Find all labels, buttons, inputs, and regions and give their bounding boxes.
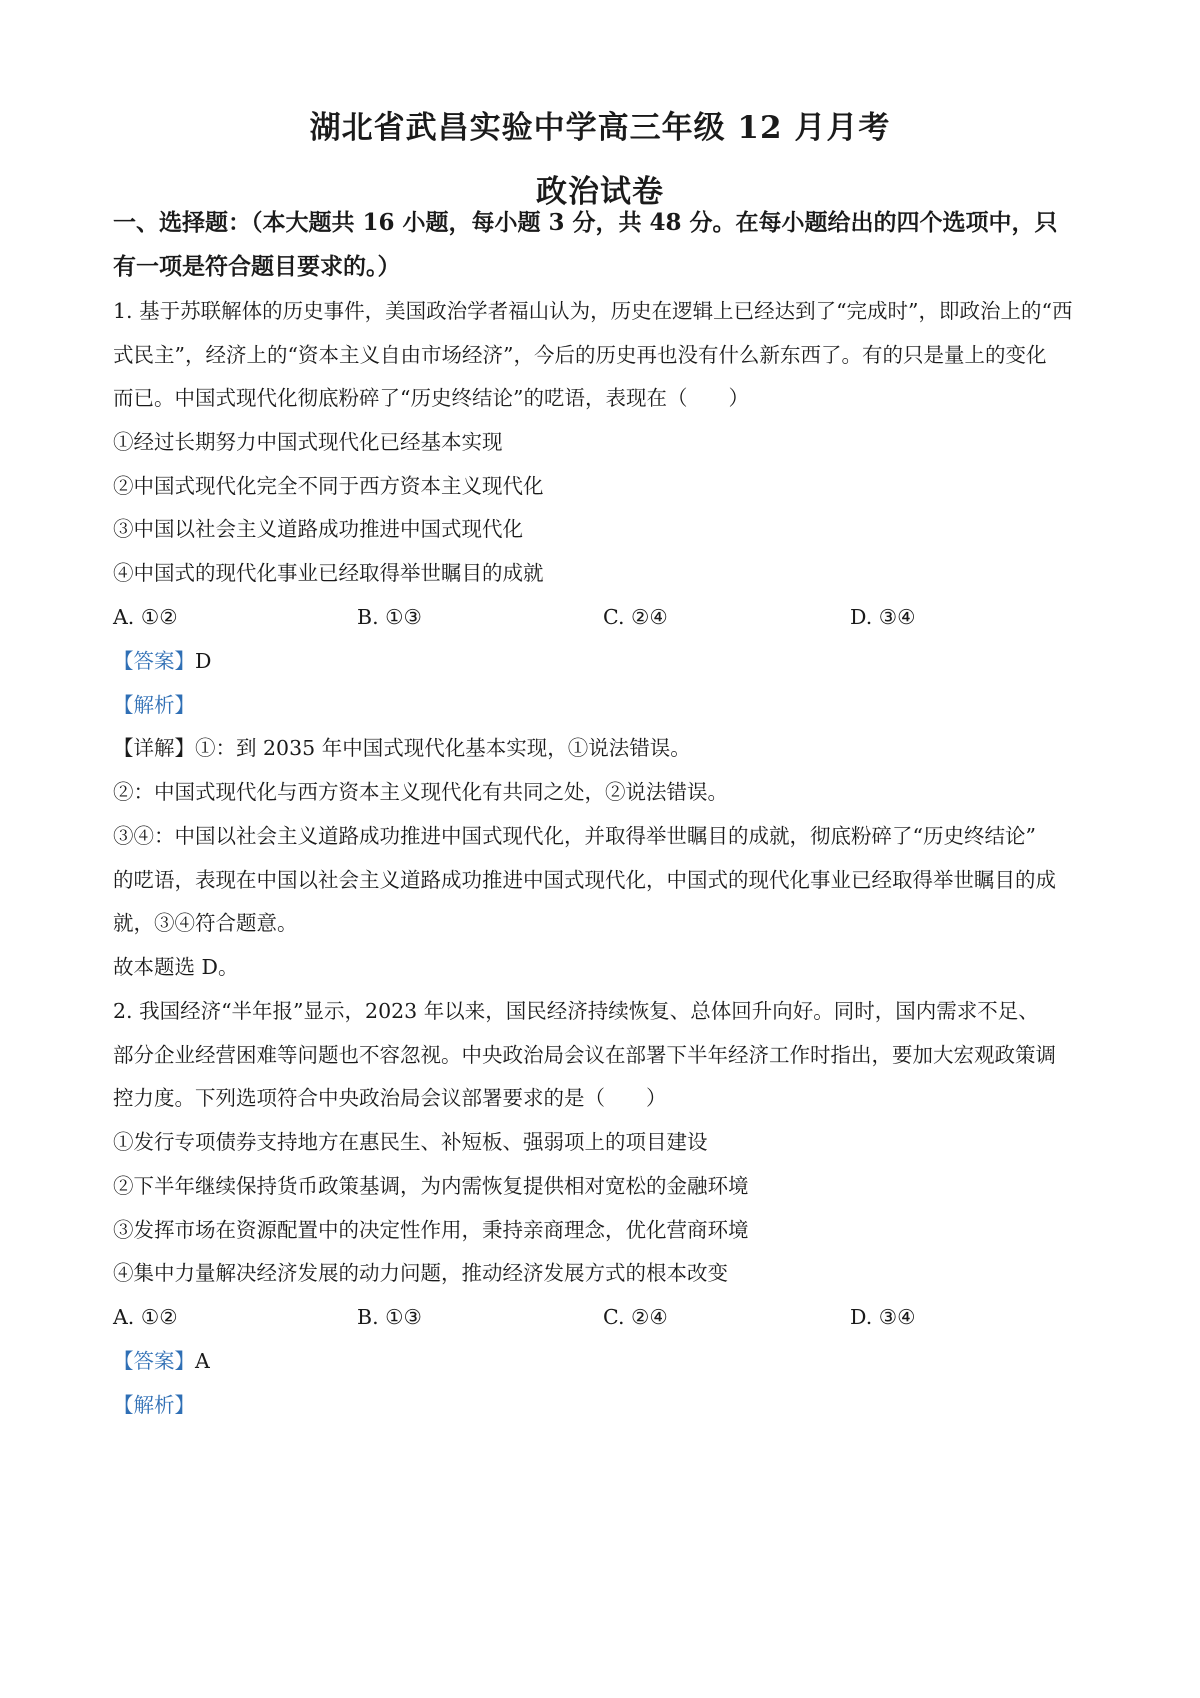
q1-answer [113,647,1103,675]
q2-stem-line-1: 2. 我国经济“半年报”显示，2023 年以来，国民经济持续恢复、总体回升向好。同时，国内需求不足、 [113,999,1039,1023]
q1-option-a: A. ①② [113,605,178,629]
q2-option-d: D. ③④ [850,1305,916,1329]
q1-statement-1: ①经过长期努力中国式现代化已经基本实现 [113,430,503,454]
detail-tag: 【详解】 [113,736,195,760]
q1-statement-3: ③中国以社会主义道路成功推进中国式现代化 [113,517,523,541]
section-heading-line-1: 一、选择题：（本大题共 16 小题，每小题 3 分，共 48 分。在每小题给出的四个选项中，只 [113,209,1058,236]
q2-statement-1: ①发行专项债券支持地方在惠民生、补短板、强弱项上的项目建设 [113,1130,708,1154]
q2-option-c: C. ②④ [603,1305,668,1329]
q2-statement-4: ④集中力量解决经济发展的动力问题，推动经济发展方式的根本改变 [113,1261,728,1285]
q1-option-d: D. ③④ [850,605,916,629]
q1-stem-line-1: 1. 基于苏联解体的历史事件，美国政治学者福山认为，历史在逻辑上已经达到了“完成时”，即政治上的“西 [113,299,1073,323]
detail-text: ①：到 2035 年中国式现代化基本实现，①说法错误。 [195,736,691,760]
q1-option-c: C. ②④ [603,605,668,629]
q1-detail-line-2: ②：中国式现代化与西方资本主义现代化有共同之处，②说法错误。 [113,780,728,804]
q1-detail-line-3: ③④：中国以社会主义道路成功推进中国式现代化，并取得举世瞩目的成就，彻底粉碎了“历史终结论” [113,824,1036,848]
q1-detail-line-5: 就，③④符合题意。 [113,911,298,935]
exam-subject-title: 政治试卷 [536,174,664,210]
q2-statement-3: ③发挥市场在资源配置中的决定性作用，秉持亲商理念，优化营商环境 [113,1218,749,1242]
q2-stem-line-2: 部分企业经营困难等问题也不容忽视。中央政治局会议在部署下半年经济工作时指出，要加大宏观政策调 [113,1043,1056,1067]
answer-value: D [195,649,212,673]
answer-tag: 【答案】 [113,1349,195,1373]
q1-detail-line-1 [113,734,1103,762]
q1-detail-line-4: 的呓语，表现在中国以社会主义道路成功推进中国式现代化，中国式的现代化事业已经取得举世瞩目的成 [113,868,1056,892]
q2-option-a: A. ①② [113,1305,178,1329]
q1-statement-4: ④中国式的现代化事业已经取得举世瞩目的成就 [113,561,544,585]
q2-option-b: B. ①③ [357,1305,422,1329]
exam-title: 湖北省武昌实验中学高三年级 12 月月考 [309,110,891,146]
answer-tag: 【答案】 [113,649,195,673]
q1-analysis-tag: 【解析】 [113,693,195,717]
q1-stem-line-2: 式民主”，经济上的“资本主义自由市场经济”，今后的历史再也没有什么新东西了。有的只是量上的变化 [113,343,1047,367]
q1-statement-2: ②中国式现代化完全不同于西方资本主义现代化 [113,474,544,498]
answer-value: A [195,1349,210,1373]
q1-stem-line-3: 而已。中国式现代化彻底粉碎了“历史终结论”的呓语，表现在（ ） [113,386,749,410]
q2-stem-line-3: 控力度。下列选项符合中央政治局会议部署要求的是（ ） [113,1086,667,1110]
q2-statement-2: ②下半年继续保持货币政策基调，为内需恢复提供相对宽松的金融环境 [113,1174,749,1198]
q2-analysis-tag: 【解析】 [113,1393,195,1417]
q2-answer [113,1347,1103,1375]
q1-detail-line-6: 故本题选 D。 [113,955,239,979]
section-heading-line-2: 有一项是符合题目要求的。） [113,253,401,280]
q1-option-b: B. ①③ [357,605,422,629]
